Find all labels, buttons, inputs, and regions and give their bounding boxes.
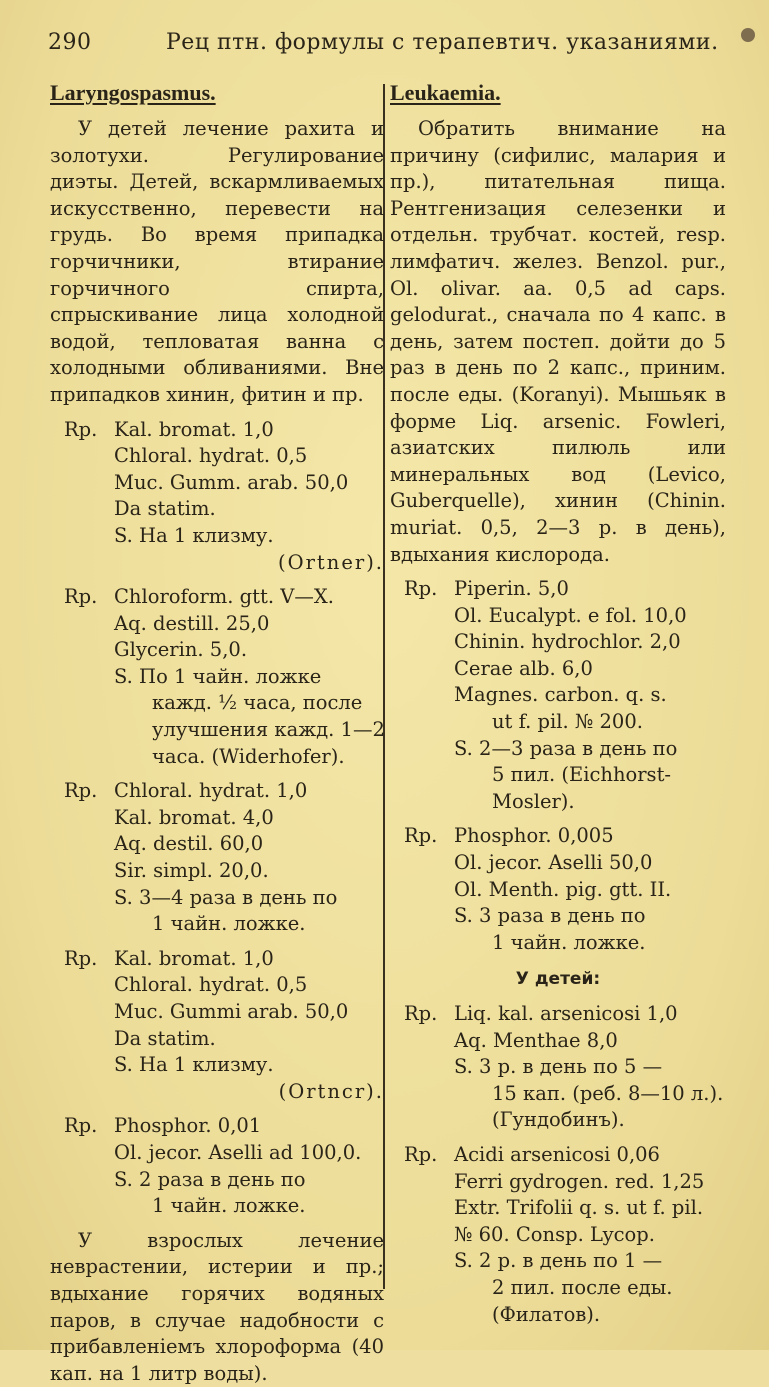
ingredient-line: Da statim. [114, 1026, 216, 1050]
ingredient-line: Glycerin. 5,0. [114, 638, 248, 662]
ingredient-line: Da statim. [114, 497, 216, 521]
signa-line: Mosler). [492, 789, 575, 813]
rp-label: Rp. [64, 417, 98, 441]
signa-line: S. 3 раза в день по [454, 904, 646, 928]
ingredient-line: ut f. pil. № 200. [492, 710, 643, 734]
left-outro-paragraph: У взрослых лечение неврастении, истерии и пр.; вдыхание горячих водяных паров, в случае надобности с прибавленіемъ хлороформа (40 кап. на 1 литр воды). [50, 1228, 384, 1385]
ingredient-line: Kal. bromat. 4,0 [114, 805, 274, 829]
ingredient-line: Chloral. hydrat. 1,0 [114, 779, 308, 803]
prescription [50, 778, 384, 938]
rp-label: Rp. [404, 1142, 438, 1166]
ink-stain [741, 28, 755, 42]
signa-line: S. 3—4 раза в день по [114, 885, 338, 909]
signa-line: S. 2 р. в день по 1 — [454, 1249, 663, 1273]
signa-line: S. На 1 клизму. [114, 523, 274, 547]
prescription-lines [114, 417, 384, 577]
ingredient-line: Aq. destill. 25,0 [114, 611, 270, 635]
signa-line: (Гундобинъ). [492, 1108, 625, 1132]
right-column [390, 80, 726, 1328]
signa-line: кажд. ½ часа, после [152, 691, 363, 715]
prescription-lines [454, 576, 726, 815]
prescription-lines [454, 1142, 726, 1328]
rp-label: Rp. [64, 779, 98, 803]
section-title-laryngospasmus: Laryngospasmus. [50, 80, 216, 105]
signa-line: 15 кап. (реб. 8—10 л.). [492, 1081, 724, 1105]
ingredient-line: Chloroform. gtt. V—X. [114, 585, 334, 609]
prescription [390, 576, 726, 815]
ingredient-line: № 60. Consp. Lycop. [454, 1222, 655, 1246]
ingredient-line: Phosphor. 0,01 [114, 1114, 262, 1138]
signa-line: 1 чайн. ложке. [492, 930, 646, 954]
ingredient-line: Piperin. 5,0 [454, 577, 569, 601]
ingredient-line: Sir. simpl. 20,0. [114, 859, 269, 883]
ingredient-line: Ol. jecor. Aselli 50,0 [454, 851, 653, 875]
rp-label: Rp. [404, 577, 438, 601]
signa-line: улучшения кажд. 1—2 [152, 718, 385, 742]
prescription [50, 946, 384, 1106]
ingredient-line: Muc. Gumm. arab. 50,0 [114, 470, 349, 494]
right-prescriptions [390, 576, 726, 956]
prescription [50, 584, 384, 770]
ingredient-line: Muc. Gummi arab. 50,0 [114, 1000, 349, 1023]
ingredient-line: Kal. bromat. 1,0 [114, 946, 274, 970]
ingredient-line: Extr. Trifolii q. s. ut f. pil. [454, 1196, 704, 1220]
signa-line: 2 пил. после еды. [492, 1275, 673, 1299]
author-citation: (Ortncr). [278, 1079, 384, 1103]
ingredient-line: Aq. Menthae 8,0 [454, 1028, 618, 1052]
rp-label: Rp. [64, 946, 98, 970]
children-heading: У детей: [515, 969, 601, 990]
prescription [390, 823, 726, 956]
section-title-leukaemia: Leukaemia. [390, 80, 501, 105]
rp-label: Rp. [404, 824, 438, 848]
signa-line: 1 чайн. ложке. [152, 1194, 306, 1218]
page-number: 290 [48, 30, 92, 55]
ingredient-line: Chloral. hydrat. 0,5 [114, 973, 308, 997]
prescription-lines [454, 1001, 726, 1134]
signa-line: часа. (Widerhofer). [152, 744, 345, 768]
prescription-lines [454, 823, 726, 956]
signa-line: 5 пил. (Eichhorst- [492, 763, 671, 787]
signa-line: 1 чайн. ложке. [152, 912, 306, 936]
ingredient-line: Acidi arsenicosi 0,06 [454, 1142, 660, 1166]
prescription [390, 1001, 726, 1134]
signa-line: S. 3 р. в день по 5 — [454, 1055, 663, 1079]
prescription [50, 1113, 384, 1219]
ingredient-line: Cerae alb. 6,0 [454, 656, 593, 680]
ingredient-line: Kal. bromat. 1,0 [114, 417, 274, 441]
signa-line: S. По 1 чайн. ложке [114, 664, 322, 688]
rp-label: Rp. [64, 1114, 98, 1138]
ingredient-line: Chinin. hydrochlor. 2,0 [454, 630, 681, 654]
prescription [50, 417, 384, 577]
left-prescriptions [50, 417, 384, 1220]
signa-line: S. На 1 клизму. [114, 1053, 274, 1077]
children-prescriptions [390, 1001, 726, 1328]
signa-line: S. 2 раза в день по [114, 1167, 306, 1191]
ingredient-line: Liq. kal. arsenicosi 1,0 [454, 1002, 678, 1025]
rp-label: Rp. [64, 585, 98, 609]
prescription-lines [114, 946, 384, 1106]
ingredient-line: Ol. Menth. pig. gtt. II. [454, 877, 672, 901]
prescription [390, 1142, 726, 1328]
prescription-lines [114, 1113, 384, 1219]
ingredient-line: Aq. destil. 60,0 [114, 832, 264, 856]
rp-label: Rp. [404, 1002, 438, 1025]
ingredient-line: Ferri gydrogen. red. 1,25 [454, 1169, 705, 1193]
author-citation: (Ortner). [278, 550, 384, 574]
ingredient-line: Phosphor. 0,005 [454, 824, 614, 848]
prescription-lines [114, 584, 385, 770]
left-intro-paragraph: У детей лечение рахита и золотухи. Регулирование диэты. Детей, вскармливаемых искусственно, перевести на грудь. Во время припадка горчичники, втирание горчичного спирта, спрыскивание лица холодной водой, тепловатая ванна с холодными обливаниями. Вне припадков хинин, фитин и пр. [50, 117, 384, 406]
left-column [50, 80, 384, 1387]
running-title: Рец птн. формулы с терапевтич. указаниями. [166, 30, 719, 55]
ingredient-line: Chloral. hydrat. 0,5 [114, 444, 308, 468]
prescription-lines [114, 778, 384, 938]
right-intro-paragraph: Обратить внимание на причину (сифилис, малария и пр.), питательная пища. Рентгенизация селезенки и отдельн. трубчат. костей, resp. лимфатич. желез. Benzol. pur., Ol. olivar. aa. 0,5 ad caps. gelodurat., сначала по 4 капс. в день, затем постеп. дойти до 5 раз в день по 2 капс., приним. после еды. (Koranyi). Мышьяк в форме Liq. arsenic. Fowleri, азиатских пилюль или минеральных вод (Levico, Guberquelle), хинин (Chinin. muriat. 0,5, 2—3 р. в день), вдыхания кислорода. [390, 117, 726, 566]
signa-line: (Филатов). [492, 1302, 601, 1326]
ingredient-line: Magnes. carbon. q. s. [454, 683, 667, 707]
ingredient-line: Ol. jecor. Aselli ad 100,0. [114, 1140, 362, 1164]
signa-line: S. 2—3 раза в день по [454, 736, 678, 760]
ingredient-line: Ol. Eucalypt. e fol. 10,0 [454, 603, 687, 627]
